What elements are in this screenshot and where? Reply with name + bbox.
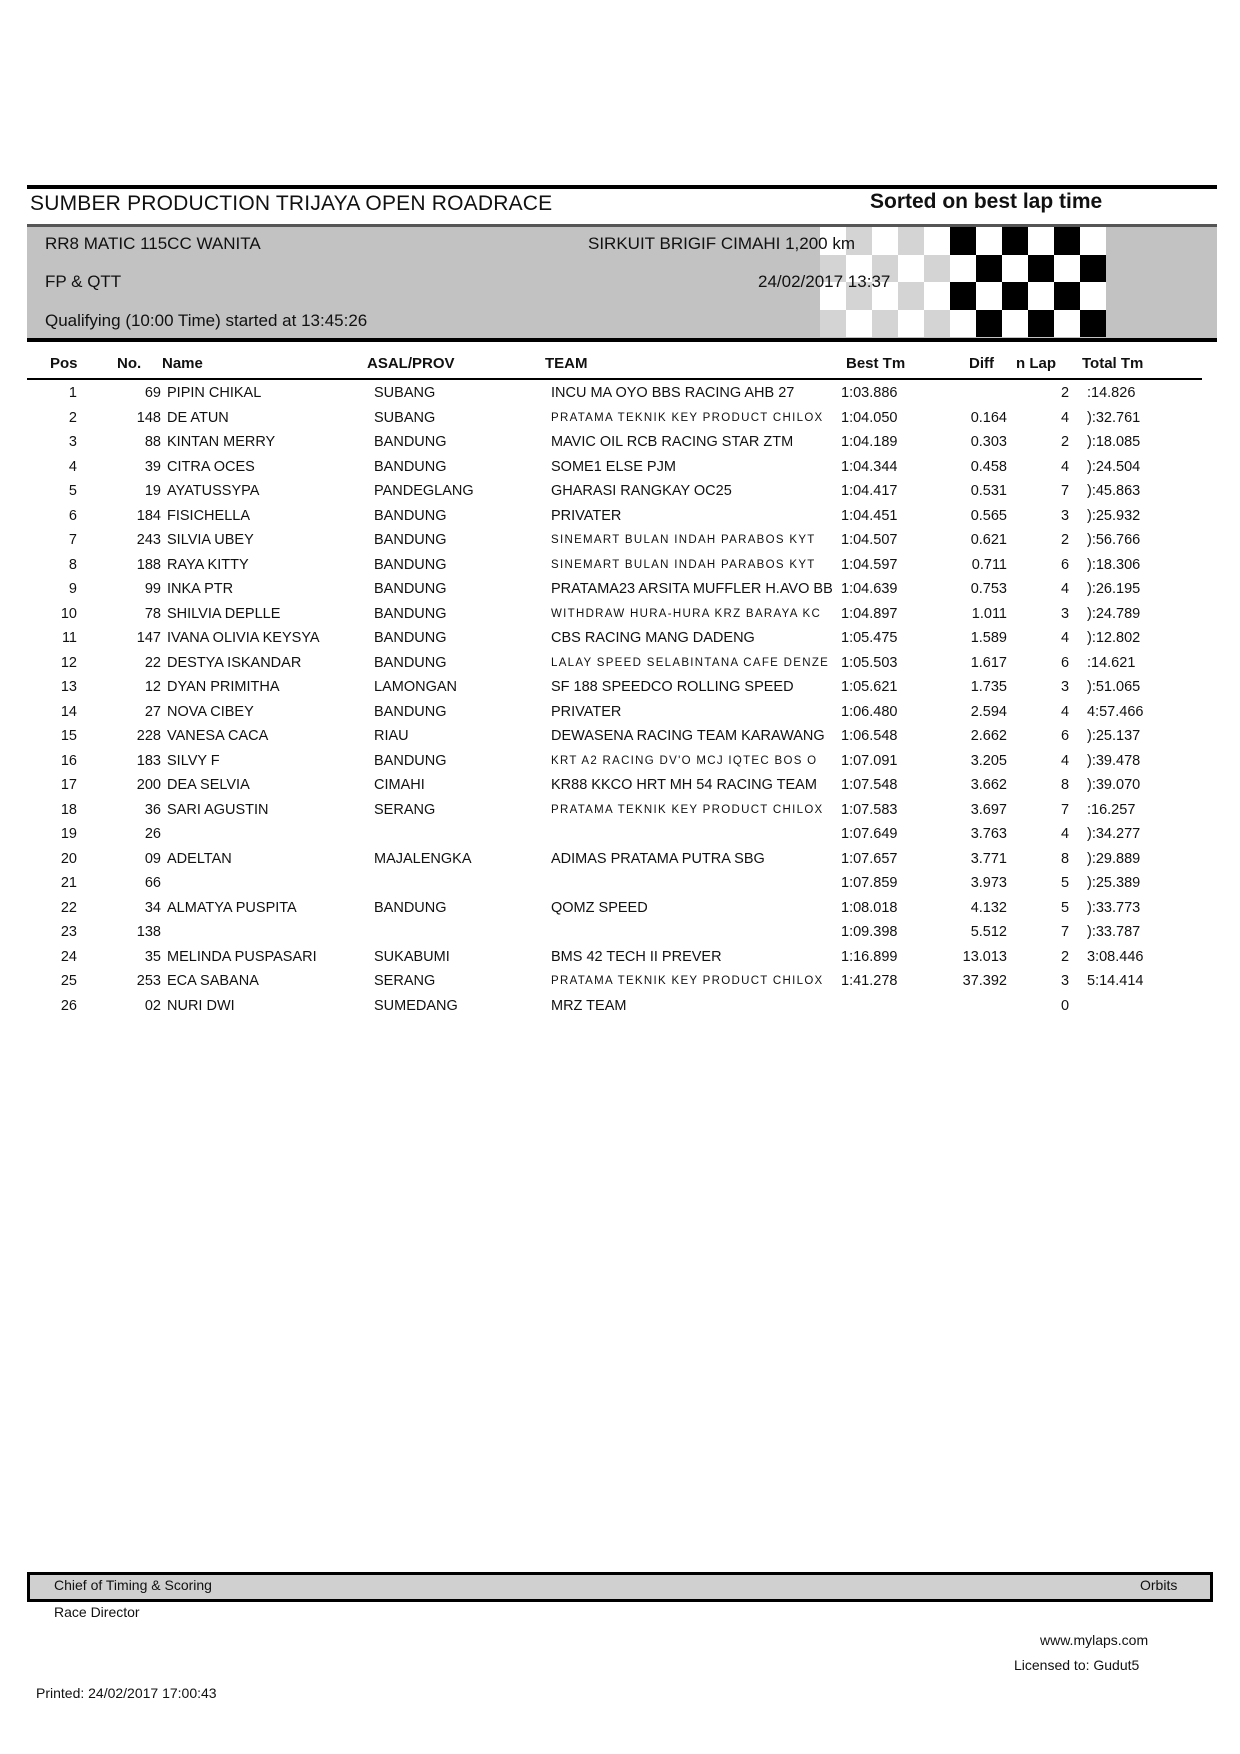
total-time-cell: ):51.065	[1087, 679, 1141, 695]
table-row	[27, 431, 1217, 456]
table-row	[27, 456, 1217, 481]
name-cell: FISICHELLA	[167, 507, 250, 524]
diff-cell: 0.531	[970, 483, 1007, 499]
team-cell: KR88 KKCO HRT MH 54 RACING TEAM	[551, 777, 817, 793]
laps-cell: 4	[1060, 630, 1070, 646]
number-cell: 12	[144, 679, 161, 695]
province-cell: BANDUNG	[374, 434, 447, 450]
pos-cell: 24	[60, 948, 77, 965]
laps-cell: 2	[1060, 385, 1070, 401]
table-row	[27, 921, 1217, 946]
team-cell: PRATAMA TEKNIK KEY PRODUCT CHILOX	[551, 975, 824, 987]
diff-cell: 37.392	[962, 973, 1007, 989]
pos-cell: 11	[61, 630, 77, 646]
number-cell: 39	[144, 458, 161, 475]
name-cell: SILVY F	[167, 752, 220, 769]
province-cell: SUBANG	[374, 409, 436, 426]
table-row	[27, 480, 1217, 505]
laps-cell: 3	[1060, 507, 1070, 524]
number-cell: 19	[144, 483, 161, 499]
laps-cell: 6	[1060, 654, 1070, 671]
col-name: Name	[162, 355, 203, 372]
total-time-cell: ):24.504	[1087, 458, 1141, 475]
diff-cell: 13.013	[962, 948, 1007, 965]
province-cell: SUMEDANG	[374, 997, 458, 1014]
best-time-cell: 1:06.480	[841, 703, 898, 720]
province-cell: RIAU	[374, 728, 409, 744]
team-cell: ADIMAS PRATAMA PUTRA SBG	[551, 850, 765, 867]
table-row	[27, 725, 1217, 750]
diff-cell: 2.662	[970, 728, 1007, 744]
diff-cell: 3.763	[970, 826, 1007, 842]
team-cell: PRIVATER	[551, 703, 622, 720]
diff-cell: 1.617	[970, 654, 1007, 671]
laps-cell: 2	[1060, 434, 1070, 450]
name-cell: VANESA CACA	[167, 728, 269, 744]
pos-cell: 13	[60, 679, 77, 695]
session-name: FP & QTT	[45, 272, 122, 291]
col-pos: Pos	[50, 355, 78, 372]
best-time-cell: 1:41.278	[841, 973, 898, 989]
best-time-cell: 1:05.503	[841, 654, 898, 671]
pos-cell: 20	[60, 850, 77, 867]
total-time-cell: ):56.766	[1087, 532, 1141, 548]
diff-cell: 1.589	[970, 630, 1007, 646]
province-cell: BANDUNG	[374, 703, 447, 720]
best-time-cell: 1:04.050	[841, 409, 898, 426]
number-cell: 243	[136, 532, 161, 548]
pos-cell: 10	[60, 605, 77, 622]
best-time-cell: 1:08.018	[841, 899, 898, 916]
pos-cell: 9	[68, 581, 77, 597]
best-time-cell: 1:07.548	[841, 777, 898, 793]
table-row	[27, 603, 1217, 628]
province-cell: SERANG	[374, 801, 436, 818]
number-cell: 27	[144, 703, 161, 720]
best-time-cell: 1:07.649	[841, 826, 898, 842]
table-row	[27, 897, 1217, 922]
table-row	[27, 823, 1217, 848]
total-time-cell: ):25.137	[1087, 728, 1141, 744]
team-cell: DEWASENA RACING TEAM KARAWANG	[551, 728, 825, 744]
pos-cell: 21	[60, 875, 77, 891]
pos-cell: 6	[68, 507, 77, 524]
province-cell: BANDUNG	[374, 605, 447, 622]
province-cell: CIMAHI	[374, 777, 425, 793]
total-time-cell: :14.621	[1087, 654, 1136, 671]
number-cell: 228	[136, 728, 161, 744]
license-label: Licensed to: Gudut5	[1014, 1657, 1140, 1673]
table-row	[27, 407, 1217, 432]
orbits-label: Orbits	[1140, 1577, 1178, 1593]
number-cell: 99	[144, 581, 161, 597]
diff-cell: 1.011	[971, 605, 1007, 622]
total-time-cell: ):25.389	[1087, 875, 1141, 891]
number-cell: 09	[144, 850, 161, 867]
number-cell: 34	[144, 899, 161, 916]
province-cell: BANDUNG	[374, 654, 447, 671]
province-cell: SUKABUMI	[374, 948, 450, 965]
team-cell: SINEMART BULAN INDAH PARABOS KYT	[551, 558, 816, 571]
pos-cell: 1	[68, 385, 77, 401]
results-table	[27, 382, 1217, 1019]
pos-cell: 5	[68, 483, 77, 499]
column-headers	[27, 355, 1217, 377]
laps-cell: 4	[1060, 409, 1070, 426]
province-cell: SERANG	[374, 973, 436, 989]
total-time-cell: ):25.932	[1087, 507, 1141, 524]
team-cell: PRIVATER	[551, 507, 622, 524]
team-cell: GHARASI RANGKAY OC25	[551, 483, 732, 499]
team-cell: LALAY SPEED SELABINTANA CAFÉ DENZE	[551, 656, 830, 669]
team-cell: BMS 42 TECH II PREVER	[551, 948, 722, 965]
diff-cell: 0.565	[970, 507, 1007, 524]
col-diff: Diff	[969, 355, 994, 372]
col-no: No.	[117, 355, 142, 372]
best-time-cell: 1:04.597	[841, 556, 898, 573]
pos-cell: 19	[60, 826, 77, 842]
laps-cell: 7	[1060, 924, 1070, 940]
pos-cell: 3	[68, 434, 77, 450]
diff-cell: 5.512	[970, 924, 1007, 940]
best-time-cell: 1:09.398	[841, 924, 898, 940]
qualifying-info: Qualifying (10:00 Time) started at 13:45:26	[45, 311, 368, 330]
name-cell: INKA PTR	[167, 581, 234, 597]
sort-label: Sorted on best lap time	[870, 190, 1103, 213]
number-cell: 147	[136, 630, 161, 646]
number-cell: 148	[136, 409, 161, 426]
name-cell: KINTAN MERRY	[167, 434, 276, 450]
header-bottom-rule	[27, 338, 1217, 342]
table-row	[27, 382, 1217, 407]
diff-cell: 3.205	[970, 752, 1007, 769]
diff-cell: 3.662	[970, 777, 1007, 793]
province-cell: BANDUNG	[374, 458, 447, 475]
total-time-cell: ):32.761	[1087, 409, 1141, 426]
col-best: Best Tm	[846, 355, 906, 372]
diff-cell: 0.164	[970, 409, 1007, 426]
total-time-cell: ):29.889	[1087, 850, 1141, 867]
team-cell: QOMZ SPEED	[551, 899, 648, 916]
best-time-cell: 1:07.091	[841, 752, 898, 769]
pos-cell: 17	[60, 777, 77, 793]
total-time-cell: ):12.802	[1087, 630, 1141, 646]
number-cell: 184	[136, 507, 161, 524]
number-cell: 36	[144, 801, 161, 818]
team-cell: KRT A2 RACING DV'O MCJ IQTEC BOS O	[551, 754, 818, 767]
name-cell: SILVIA UBEY	[167, 532, 254, 548]
pos-cell: 25	[60, 973, 77, 989]
best-time-cell: 1:06.548	[841, 728, 898, 744]
best-time-cell: 1:03.886	[841, 385, 898, 401]
number-cell: 26	[144, 826, 161, 842]
name-cell: SHILVIA DEPLLE	[167, 605, 281, 622]
class-name: RR8 MATIC 115CC WANITA	[45, 234, 261, 253]
number-cell: 200	[136, 777, 161, 793]
laps-cell: 5	[1060, 875, 1070, 891]
province-cell: MAJALENGKA	[374, 850, 472, 867]
province-cell: LAMONGAN	[374, 679, 457, 695]
province-cell: SUBANG	[374, 385, 436, 401]
col-prov: ASAL/PROV	[367, 355, 455, 372]
best-time-cell: 1:05.475	[841, 630, 898, 646]
laps-cell: 8	[1060, 777, 1070, 793]
best-time-cell: 1:04.507	[841, 532, 898, 548]
event-title: SUMBER PRODUCTION TRIJAYA OPEN ROADRACE	[30, 192, 553, 215]
best-time-cell: 1:04.639	[841, 581, 898, 597]
pos-cell: 18	[60, 801, 77, 818]
diff-cell: 3.697	[970, 801, 1007, 818]
name-cell: NURI DWI	[167, 997, 235, 1014]
laps-cell: 3	[1060, 679, 1070, 695]
province-cell: BANDUNG	[374, 556, 447, 573]
number-cell: 183	[136, 752, 161, 769]
team-cell: PRATAMA23 ARSITA MUFFLER H.AVO BB	[551, 581, 833, 597]
col-team: TEAM	[545, 355, 588, 372]
total-time-cell: ):39.070	[1087, 777, 1141, 793]
diff-cell: 1.735	[970, 679, 1007, 695]
printed-timestamp: Printed: 24/02/2017 17:00:43	[36, 1685, 217, 1701]
name-cell: ECA SABANA	[167, 973, 259, 989]
table-row	[27, 848, 1217, 873]
laps-cell: 7	[1060, 801, 1070, 818]
best-time-cell: 1:04.451	[841, 507, 898, 524]
pos-cell: 4	[68, 458, 77, 475]
number-cell: 253	[136, 973, 161, 989]
table-row	[27, 627, 1217, 652]
circuit-name: SIRKUIT BRIGIF CIMAHI 1,200 km	[588, 234, 856, 253]
pos-cell: 14	[60, 703, 77, 720]
name-cell: IVANA OLIVIA KEYSYA	[167, 630, 320, 646]
name-cell: AYATUSSYPA	[167, 483, 260, 499]
best-time-cell: 1:07.657	[841, 850, 898, 867]
best-time-cell: 1:04.417	[841, 483, 898, 499]
name-cell: ALMATYA PUSPITA	[167, 899, 297, 916]
table-row	[27, 529, 1217, 554]
pos-cell: 15	[60, 728, 77, 744]
table-row	[27, 505, 1217, 530]
website-label: www.mylaps.com	[1040, 1632, 1149, 1648]
province-cell: BANDUNG	[374, 752, 447, 769]
total-time-cell: 5:14.414	[1087, 973, 1144, 989]
diff-cell: 0.711	[971, 556, 1007, 573]
pos-cell: 7	[68, 532, 77, 548]
pos-cell: 23	[60, 924, 77, 940]
number-cell: 88	[144, 434, 161, 450]
table-row	[27, 652, 1217, 677]
diff-cell: 0.753	[970, 581, 1007, 597]
name-cell: DE ATUN	[167, 409, 229, 426]
number-cell: 35	[144, 948, 161, 965]
name-cell: PIPIN CHIKAL	[167, 385, 262, 401]
best-time-cell: 1:04.344	[841, 458, 898, 475]
column-header-rule	[27, 378, 1202, 380]
total-time-cell: ):18.085	[1087, 434, 1141, 450]
team-cell: MAVIC OIL RCB RACING STAR ZTM	[551, 434, 794, 450]
name-cell: DEA SELVIA	[167, 777, 250, 793]
table-row	[27, 872, 1217, 897]
table-row	[27, 750, 1217, 775]
table-row	[27, 774, 1217, 799]
province-cell: PANDEGLANG	[374, 483, 474, 499]
best-time-cell: 1:07.859	[841, 875, 898, 891]
best-time-cell: 1:04.189	[841, 434, 898, 450]
laps-cell: 5	[1060, 899, 1070, 916]
total-time-cell: ):18.306	[1087, 556, 1141, 573]
team-cell: MRZ TEAM	[551, 997, 627, 1014]
table-row	[27, 970, 1217, 995]
total-time-cell: ):33.787	[1087, 924, 1141, 940]
number-cell: 69	[144, 385, 161, 401]
province-cell: BANDUNG	[374, 581, 447, 597]
pos-cell: 16	[60, 752, 77, 769]
pos-cell: 12	[60, 654, 77, 671]
laps-cell: 8	[1060, 850, 1070, 867]
number-cell: 22	[144, 654, 161, 671]
total-time-cell: 3:08.446	[1087, 948, 1144, 965]
total-time-cell: ):45.863	[1087, 483, 1141, 499]
best-time-cell: 1:07.583	[841, 801, 898, 818]
total-time-cell: ):24.789	[1087, 605, 1141, 622]
pos-cell: 22	[60, 899, 77, 916]
name-cell: DESTYA ISKANDAR	[167, 654, 302, 671]
pos-cell: 2	[68, 409, 77, 426]
laps-cell: 3	[1060, 973, 1070, 989]
laps-cell: 6	[1060, 728, 1070, 744]
table-row	[27, 554, 1217, 579]
total-time-cell: ):33.773	[1087, 899, 1141, 916]
chief-timing-label: Chief of Timing & Scoring	[54, 1577, 212, 1593]
team-cell: INCU MA OYO BBS RACING AHB 27	[551, 385, 795, 401]
pos-cell: 8	[68, 556, 77, 573]
table-row	[27, 701, 1217, 726]
province-cell: BANDUNG	[374, 507, 447, 524]
laps-cell: 7	[1060, 483, 1070, 499]
session-datetime: 24/02/2017 13:37	[758, 272, 891, 291]
table-row	[27, 946, 1217, 971]
name-cell: CITRA OCES	[167, 458, 255, 475]
province-cell: BANDUNG	[374, 899, 447, 916]
laps-cell: 0	[1060, 997, 1070, 1014]
number-cell: 78	[144, 605, 161, 622]
team-cell: PRATAMA TEKNIK KEY PRODUCT CHILOX	[551, 803, 824, 816]
name-cell: DYAN PRIMITHA	[167, 679, 280, 695]
diff-cell: 2.594	[970, 703, 1007, 720]
col-laps: n Lap	[1016, 355, 1056, 372]
team-cell: SOME1 ELSE PJM	[551, 458, 676, 475]
laps-cell: 4	[1060, 703, 1070, 720]
name-cell: NOVA CIBEY	[167, 703, 254, 720]
total-time-cell: ):34.277	[1087, 826, 1141, 842]
name-cell: MELINDA PUSPASARI	[167, 948, 317, 965]
number-cell: 138	[136, 924, 161, 940]
total-time-cell: :14.826	[1087, 385, 1136, 401]
total-time-cell: ):39.478	[1087, 752, 1141, 769]
total-time-cell: :16.257	[1087, 801, 1136, 818]
col-total: Total Tm	[1082, 355, 1144, 372]
team-cell: WITHDRAW HURA-HURA KRZ BARAYA KC	[551, 607, 822, 620]
diff-cell: 0.621	[970, 532, 1007, 548]
table-row	[27, 676, 1217, 701]
diff-cell: 4.132	[970, 899, 1007, 916]
laps-cell: 3	[1060, 605, 1070, 622]
laps-cell: 2	[1060, 948, 1070, 965]
laps-cell: 4	[1060, 826, 1070, 842]
laps-cell: 2	[1060, 532, 1070, 548]
team-cell: SINEMART BULAN INDAH PARABOS KYT	[551, 534, 816, 546]
province-cell: BANDUNG	[374, 630, 447, 646]
table-row	[27, 799, 1217, 824]
team-cell: SF 188 SPEEDCO ROLLING SPEED	[551, 679, 794, 695]
total-time-cell: ):26.195	[1087, 581, 1141, 597]
best-time-cell: 1:16.899	[841, 948, 898, 965]
laps-cell: 4	[1060, 581, 1070, 597]
name-cell: SARI AGUSTIN	[167, 801, 269, 818]
diff-cell: 3.771	[970, 850, 1007, 867]
laps-cell: 6	[1060, 556, 1070, 573]
laps-cell: 4	[1060, 458, 1070, 475]
name-cell: ADELTAN	[167, 850, 232, 867]
race-director-label: Race Director	[54, 1604, 140, 1620]
best-time-cell: 1:05.621	[841, 679, 898, 695]
table-row	[27, 995, 1217, 1020]
diff-cell: 0.458	[970, 458, 1007, 475]
pos-cell: 26	[60, 997, 77, 1014]
top-rule	[27, 185, 1217, 189]
team-cell: PRATAMA TEKNIK KEY PRODUCT CHILOX	[551, 411, 824, 424]
number-cell: 02	[144, 997, 161, 1014]
laps-cell: 4	[1060, 752, 1070, 769]
number-cell: 66	[144, 875, 161, 891]
table-row	[27, 578, 1217, 603]
diff-cell: 0.303	[970, 434, 1007, 450]
province-cell: BANDUNG	[374, 532, 447, 548]
diff-cell: 3.973	[970, 875, 1007, 891]
number-cell: 188	[136, 556, 161, 573]
name-cell: RAYA KITTY	[167, 556, 249, 573]
best-time-cell: 1:04.897	[841, 605, 898, 622]
team-cell: CBS RACING MANG DADENG	[551, 630, 755, 646]
total-time-cell: 4:57.466	[1087, 703, 1144, 720]
